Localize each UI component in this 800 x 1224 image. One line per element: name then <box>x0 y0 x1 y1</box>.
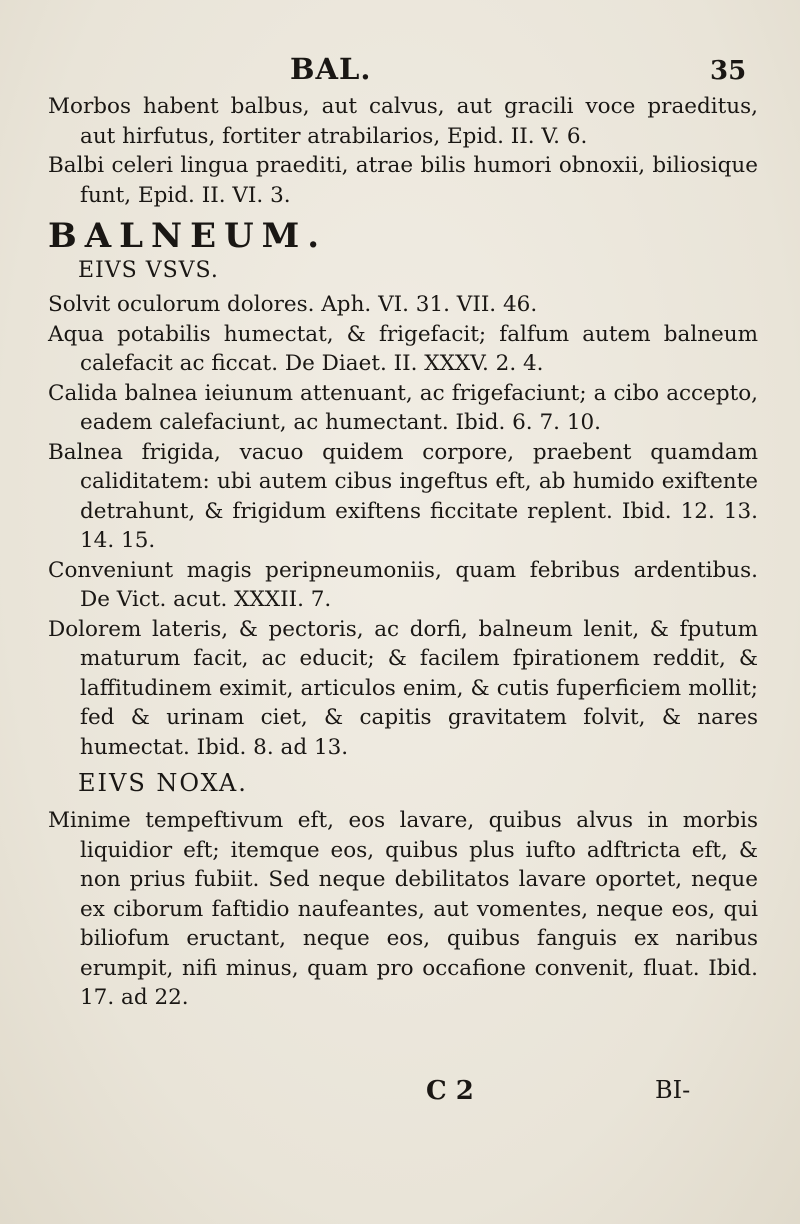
entry-balnea-frigida: Balnea frigida, vacuo quidem corpore, praebent quamdam caliditatem: ubi autem cibus ingeftus eft, ab humido exiftente detrahunt, & frigidum exiftens ficcitate replent. Ibid. 12. 13. 14. 15. <box>48 439 758 553</box>
entry-balbi: Balbi celeri lingua praediti, atrae bilis humori obnoxii, biliosique funt, Epid. II. VI. 3. <box>48 153 758 208</box>
page-body <box>48 92 758 1013</box>
entry-dolorem: Dolorem lateris, & pectoris, ac dorfi, balneum lenit, & fputum maturum facit, ac educit; & facilem fpirationem reddit, & laffitudinem eximit, articulos enim, & cutis fuperficiem mollit; fed & urinam ciet, & capitis gravitatem folvit, & nares humectat. Ibid. 8. ad 13. <box>48 616 758 760</box>
entry-morbos: Morbos habent balbus, aut calvus, aut gracili voce praeditus, aut hirfutus, fortiter atrabilarios, Epid. II. V. 6. <box>48 94 758 149</box>
entry-aqua: Aqua potabilis humectat, & frigefacit; falfum autem balneum calefacit ac ficcat. De Diaet. II. XXXV. 2. 4. <box>48 321 758 376</box>
entry-conveniunt: Conveniunt magis peripneumoniis, quam febribus ardentibus. De Vict. acut. XXXII. 7. <box>48 557 758 612</box>
page-header <box>0 52 800 92</box>
page-number: 35 <box>710 56 747 86</box>
running-head: BAL. <box>290 52 372 86</box>
entry-calida: Calida balnea ieiunum attenuant, ac frigefaciunt; a cibo accepto, eadem calefaciunt, ac humectant. Ibid. 6. 7. 10. <box>48 380 758 435</box>
section-heading-balneum: BALNEUM. <box>48 216 328 256</box>
entry-minime: Minime tempeftivum eft, eos lavare, quibus alvus in morbis liquidior eft; itemque eos, quibus plus iufto adftricta eft, & non prius fubiit. Sed neque debilitatos lavare oportet, neque ex ciborum faftidio naufeantes, aut vomentes, neque eos, qui biliofum eructant, neque eos, quibus fanguis ex naribus erumpit, nifi minus, quam pro occafione convenit, fluat. Ibid. 17. ad 22. <box>48 808 758 1010</box>
page-footer <box>0 1076 800 1116</box>
signature-mark: C 2 <box>426 1076 474 1106</box>
subheading-noxa: EIVS NOXA. <box>78 769 248 797</box>
entry-solvit: Solvit oculorum dolores. Aph. VI. 31. VII. 46. <box>48 292 538 317</box>
catchword: BI- <box>655 1076 691 1104</box>
subheading-usus: EIVS VSVS. <box>78 258 219 283</box>
